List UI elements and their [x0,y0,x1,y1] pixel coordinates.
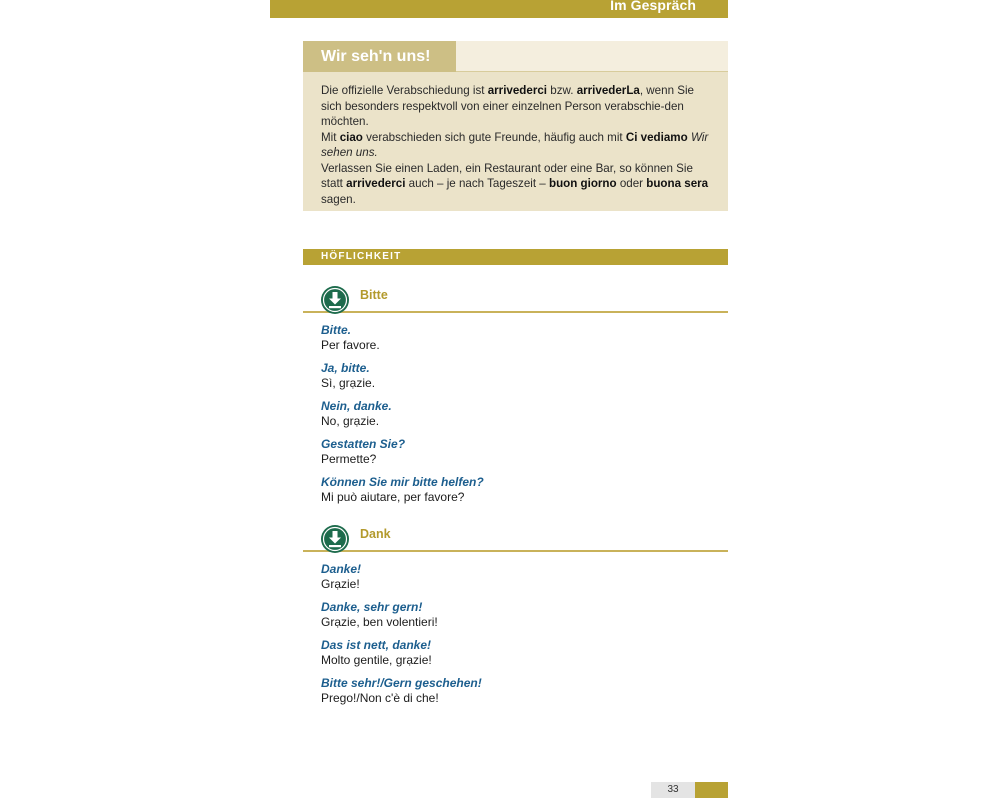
phrase-german: Bitte. [321,323,351,337]
phrase-item [321,399,721,429]
phrase-italian: Mi può aiutare, per favore? [321,490,465,504]
phrase-italian: Grạzie! [321,577,360,591]
phrase-item [321,562,721,592]
phrase-item [321,475,721,505]
info-box-text [321,83,711,207]
phrase-german: Das ist nett, danke! [321,638,432,652]
phrase-german: Ja, bitte. [321,361,370,375]
info-paragraph: Verlassen Sie einen Laden, ein Restaurant oder eine Bar, so können Sie statt arrivederci auch – je nach Tageszeit – buon giorno oder buona sera sagen. [321,161,709,206]
phrase-italian: Permette? [321,452,377,466]
phrase-german: Nein, danke. [321,399,392,413]
phrase-italian: Molto gentile, grạzie! [321,653,432,667]
phrase-italian: Prego!/Non c'è di che! [321,691,439,705]
page-tab [695,782,728,798]
subheading-dank [303,524,728,552]
info-box-title: Wir seh'n uns! [303,41,456,72]
phrase-german: Danke! [321,562,362,576]
page-number: 33 [651,782,695,798]
download-arrow-icon[interactable] [320,524,350,554]
subheading-title: Bitte [360,288,388,302]
section-title: HÖFLICHKEIT [321,251,402,262]
phrase-item [321,361,721,391]
subheading-bitte [303,285,728,313]
phrase-italian: No, grạzie. [321,414,380,428]
phrase-german: Bitte sehr!/Gern geschehen! [321,676,482,690]
phrase-italian: Sì, grạzie. [321,376,376,390]
phrase-italian: Grạzie, ben volentieri! [321,615,438,629]
phrase-german: Danke, sehr gern! [321,600,423,614]
book-page [270,0,728,800]
header-bar [270,0,728,18]
phrase-item [321,600,721,630]
phrase-list [321,323,721,513]
subheading-title: Dank [360,527,391,541]
phrase-german: Können Sie mir bitte helfen? [321,475,484,489]
download-arrow-icon[interactable] [320,285,350,315]
chapter-title: Im Gespräch [610,0,696,13]
phrase-item [321,323,721,353]
phrase-italian: Per favore. [321,338,380,352]
section-header [303,249,728,265]
phrase-list [321,562,721,714]
info-paragraph: Die offizielle Verabschiedung ist arrivederci bzw. arrivederLa, wenn Sie sich besonders respektvoll von einer einzelnen Person verabschie-den möchten. [321,84,694,128]
phrase-item [321,437,721,467]
phrase-german: Gestatten Sie? [321,437,406,451]
phrase-item [321,638,721,668]
info-paragraph: Mit ciao verabschieden sich gute Freunde, häufig auch mit Ci vediamo Wir sehen uns. [321,130,709,159]
info-box [303,41,728,211]
phrase-item [321,676,721,706]
